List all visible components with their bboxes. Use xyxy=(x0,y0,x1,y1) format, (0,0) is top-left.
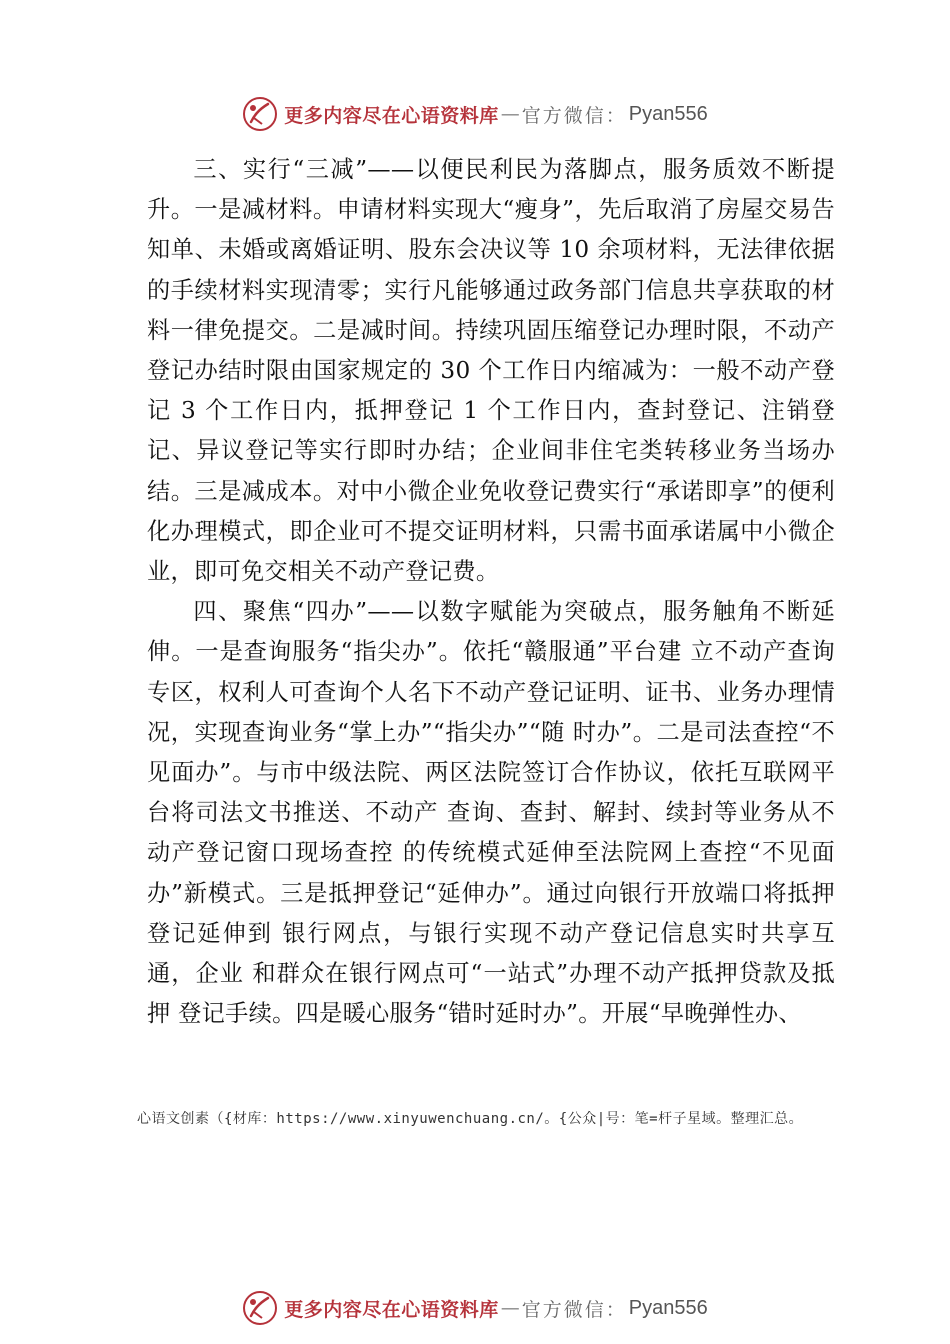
banner-title: 更多内容尽在心语资料库 xyxy=(284,1298,499,1321)
banner-wechat-label: 官方微信： xyxy=(521,1298,627,1321)
banner-wechat-id: Pyan556 xyxy=(628,1296,708,1319)
pen-logo-icon xyxy=(242,1290,278,1326)
source-footnote: 心语文创素（{材库：https://www.xinyuwenchuang.cn/。{公众|号：笔=杆子星域。整理汇总。 xyxy=(137,1111,804,1127)
banner-title: 更多内容尽在心语资料库 xyxy=(284,104,499,127)
header-banner xyxy=(0,92,950,136)
banner-wechat-label: 官方微信： xyxy=(521,104,627,127)
footer-banner xyxy=(0,1286,950,1330)
pen-logo-icon xyxy=(242,96,278,132)
paragraph-four-services: 四、聚焦“四办”——以数字赋能为突破点，服务触角不断延伸。一是查询服务“指尖办”。依托“赣服通”平台建 立不动产查询专区，权利人可查询个人名下不动产登记证明、证书、业务办理情况，实现查询业务“掌上办”“指尖办”“随 时办”。二是司法查控“不见面办”。与市中级法院、两区法院签订合作协议，依托互联网平台将司法文书推送、不动产 查询、查封、解封、续封等业务从不动产登记窗口现场查控 的传统模式延伸至法院网上查控“不见面办”新模式。三是抵押登记“延伸办”。通过向银行开放端口将抵押登记延伸到 银行网点，与银行实现不动产登记信息实时共享互通，企业 和群众在银行网点可“一站式”办理不动产抵押贷款及抵押 登记手续。四是暖心服务“错时延时办”。开展“早晚弹性办、 xyxy=(147,598,835,1028)
banner-dash: — xyxy=(500,103,520,125)
banner-dash: — xyxy=(500,1297,520,1319)
paragraph-three-reductions: 三、实行“三减”——以便民利民为落脚点，服务质效不断提升。一是减材料。申请材料实现大“瘦身”，先后取消了房屋交易告知单、未婚或离婚证明、股东会决议等 10 余项材料，无法律依据的手续材料实现清零；实行凡能够通过政务部门信息共享获取的材料一律免提交。二是减时间。持续巩固压缩登记办理时限，不动产登记办结时限由国家规定的 30 个工作日内缩减为：一般不动产登记 3 个工作日内，抵押登记 1 个工作日内，查封登记、注销登记、异议登记等实行即时办结；企业间非住宅类转移业务当场办结。三是减成本。对中小微企业免收登记费实行“承诺即享”的便利化办理模式，即企业可不提交证明材料，只需书面承诺属中小微企业，即可免交相关不动产登记费。 xyxy=(147,156,835,586)
banner-wechat-id: Pyan556 xyxy=(628,102,708,125)
document-body xyxy=(147,150,835,1034)
